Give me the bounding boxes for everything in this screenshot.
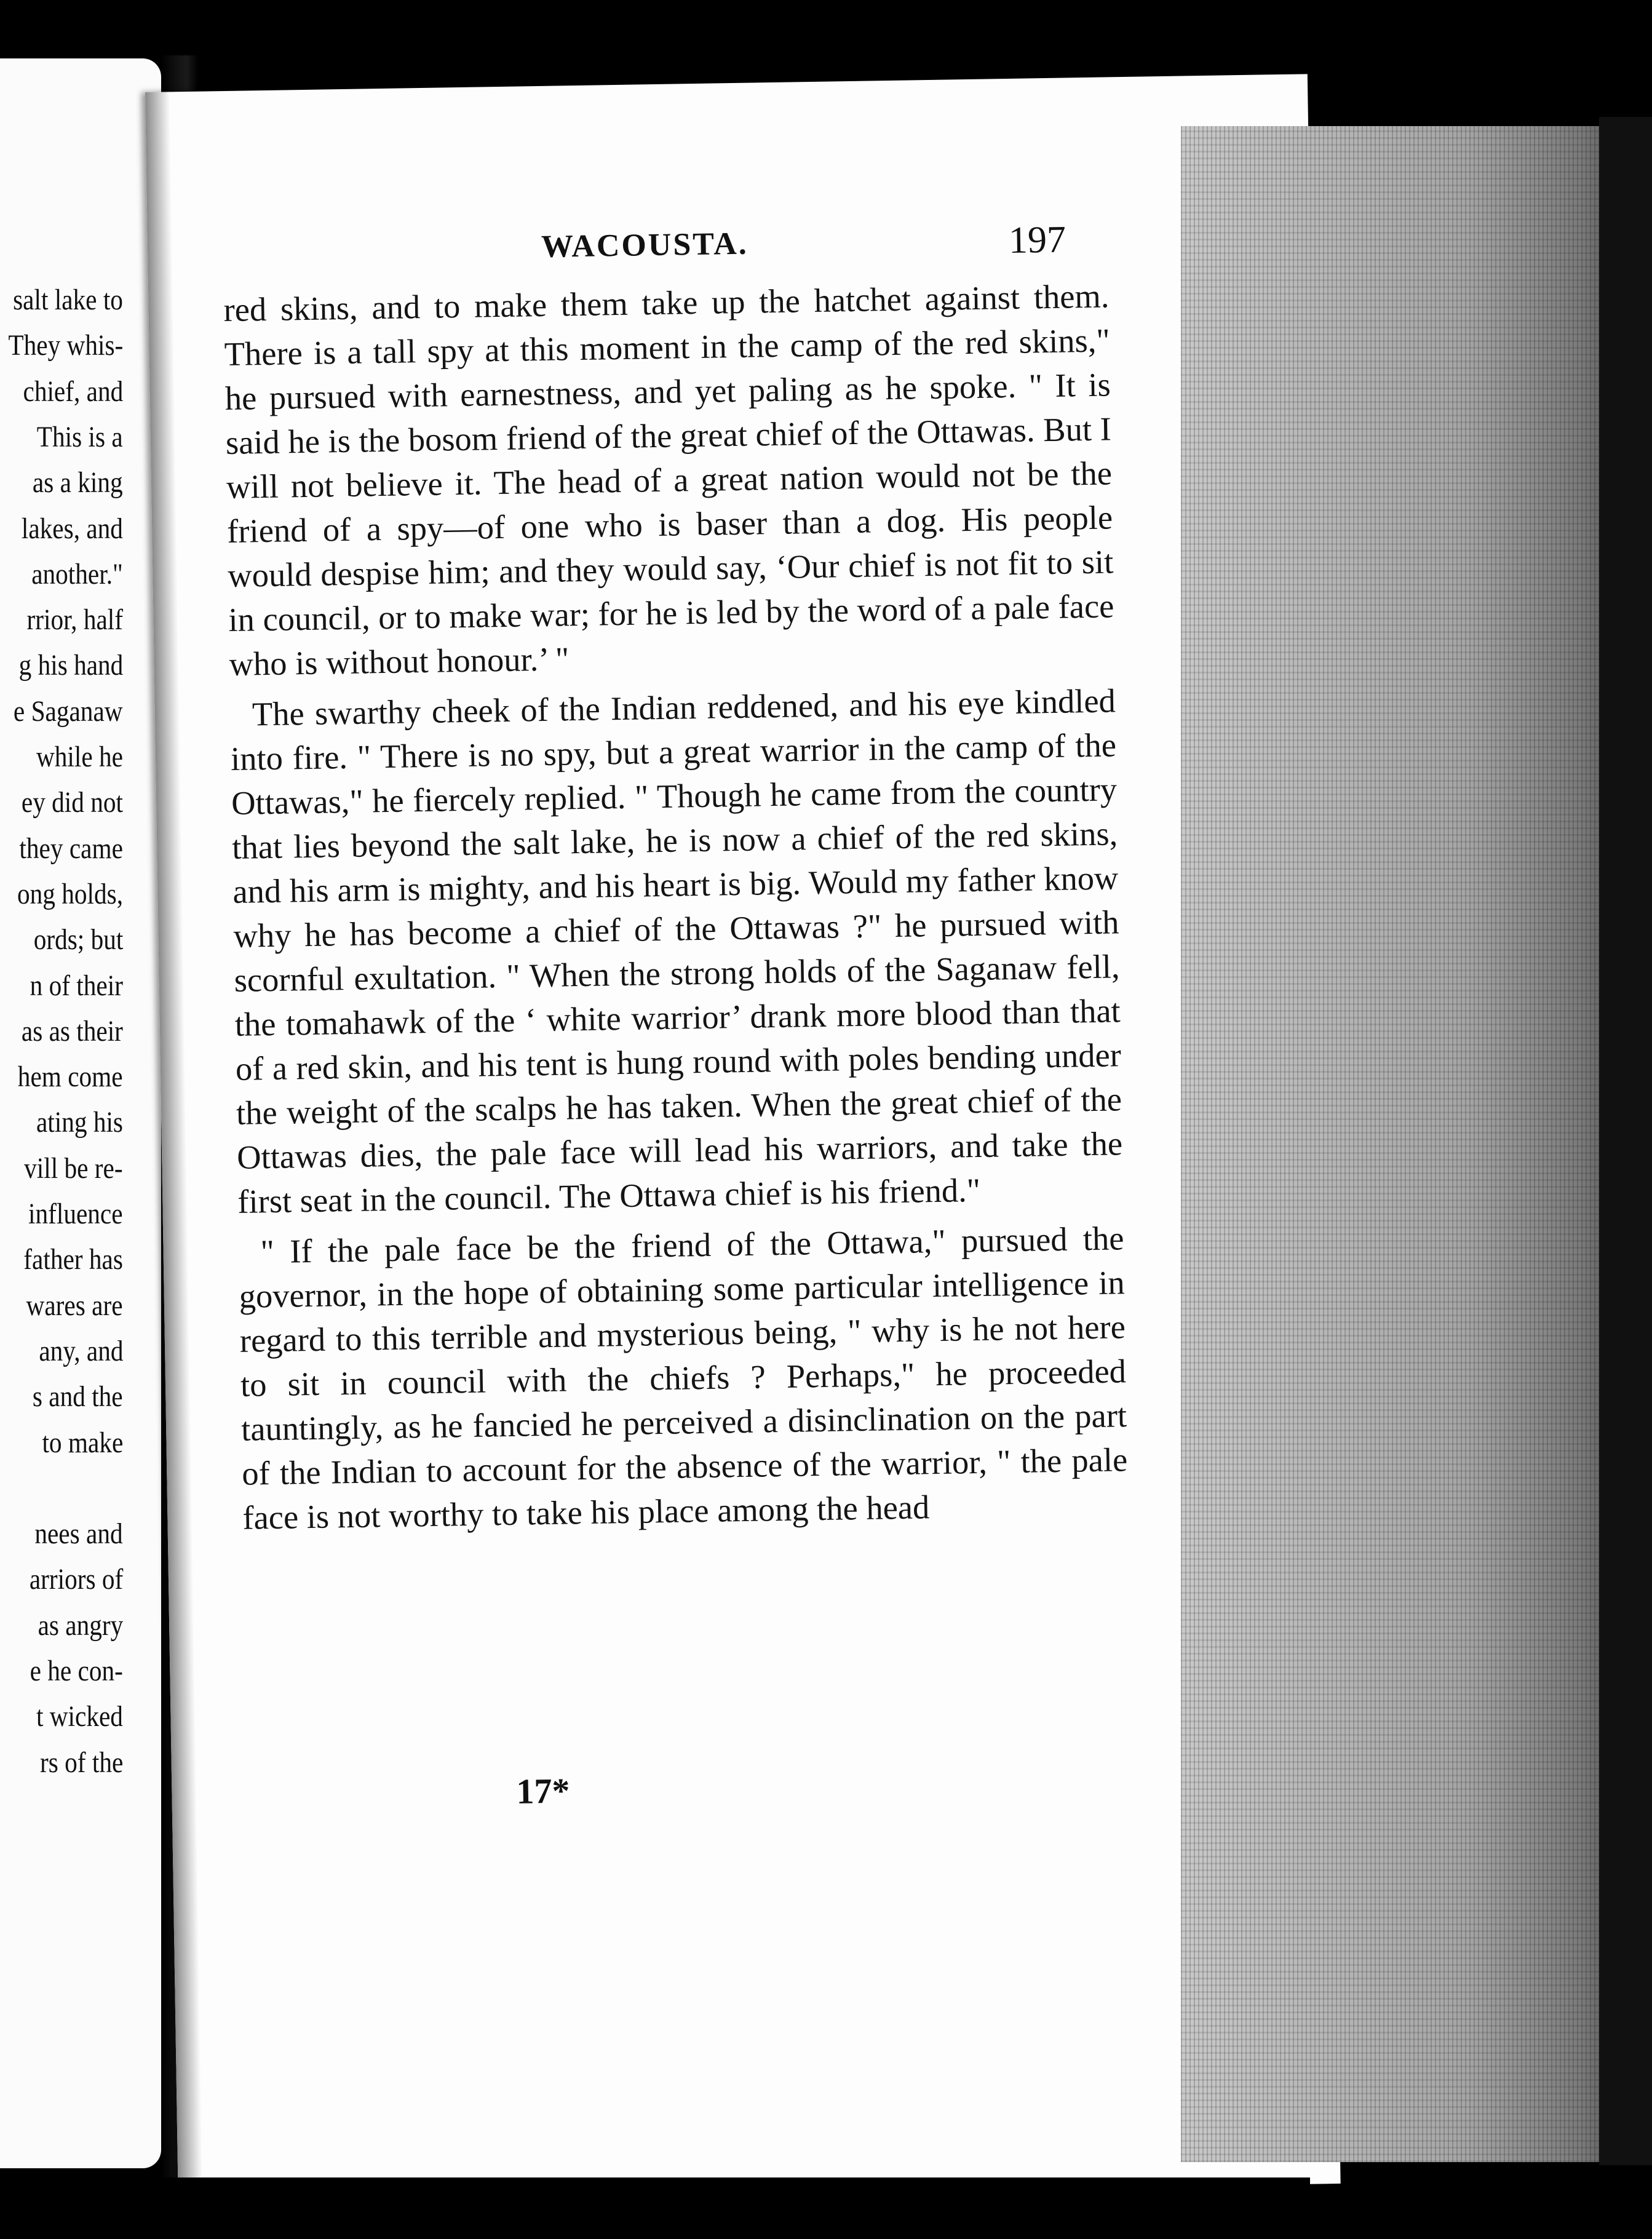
left-page-line: vill be re- xyxy=(24,1151,123,1185)
left-facing-page xyxy=(0,58,161,2168)
left-page-line: chief, and xyxy=(23,375,123,408)
left-page-line: as as their xyxy=(21,1014,123,1048)
left-page-line: e he con- xyxy=(30,1655,123,1687)
left-page-line: nees and xyxy=(34,1517,123,1551)
signature-mark: 17* xyxy=(515,1770,570,1811)
main-page xyxy=(145,74,1341,2201)
left-page-line: influence xyxy=(28,1198,123,1230)
bottom-shadow xyxy=(141,2177,1310,2239)
background-edge xyxy=(1599,117,1652,2165)
left-page-line: e Saganaw xyxy=(14,694,123,728)
left-page-line: n of their xyxy=(30,969,123,1002)
left-page-line: father has xyxy=(23,1243,123,1276)
left-page-line: rs of the xyxy=(39,1746,123,1779)
left-page-line: salt lake to xyxy=(13,284,123,316)
left-page-line: ong holds, xyxy=(17,877,123,910)
left-page-line: ating his xyxy=(36,1106,123,1139)
left-page-line: s and the xyxy=(33,1380,123,1414)
left-page-line: any, and xyxy=(38,1334,123,1367)
left-page-line: lakes, and xyxy=(21,512,123,545)
left-page-line: to make xyxy=(42,1426,123,1459)
left-page-line: as a king xyxy=(33,466,123,499)
paragraph-continued: red skins, and to make them take up the hatchet against them. There is a tall spy at this moment in the camp of the red skins," he pursued with earnestness, and yet paling as he spoke. " It is said he is the bosom friend of the great chief of the Ottawas. But I will not believe it. The head of a great nation would not be the friend of a spy—of one who is baser than a dog. His people would despise him; and they would say, ‘Our chief is not fit to sit in council, or to make war; for he is led by the word of a pale face who is without honour.’ " xyxy=(223,277,1114,683)
book-fore-edge xyxy=(1181,126,1652,2162)
left-page-line: wares are xyxy=(26,1289,123,1322)
left-page-line: rrior, half xyxy=(26,603,123,637)
left-page-line: ords; but xyxy=(33,923,123,956)
left-page-line: ey did not xyxy=(21,786,123,819)
left-page-line: while he xyxy=(36,741,123,773)
page-number: 197 xyxy=(1008,218,1066,261)
left-page-line: This is a xyxy=(37,420,123,453)
left-page-line: t wicked xyxy=(36,1700,123,1733)
page-header xyxy=(148,217,1311,284)
body-text xyxy=(223,274,1129,1540)
running-title: WACOUSTA. xyxy=(541,226,749,264)
left-page-line: arriors of xyxy=(29,1563,123,1596)
left-page-line: another." xyxy=(31,557,123,591)
left-page-line: hem come xyxy=(18,1060,123,1094)
left-page-line: They whis- xyxy=(8,329,123,362)
left-page-line: they came xyxy=(19,832,123,865)
left-page-line: g his hand xyxy=(18,649,123,682)
left-page-line: as angry xyxy=(38,1609,123,1642)
paragraph: The swarthy cheek of the Indian reddened, and his eye kindled into fire. " There is no spy, but a great warrior in the camp of the Ottawas," he fiercely replied. " Though he came from the country that lies beyond the salt lake, he is now a chief of the red skins, and his arm is mighty, and his heart is big. Would my father know why he has become a chief of the Ottawas ?" he pursued with scornful exultation. " When the strong holds of the Saganaw fell, the tomahawk of the ‘ white warrior’ drank more blood than that of a red skin, and his tent is hung round with poles bending under the weight of the scalps he has taken. When the great chief of the Ottawas dies, the pale face will lead his warriors, and take the first seat in the council. The Ottawa chief is his friend." xyxy=(230,682,1123,1220)
paragraph: " If the pale face be the friend of the Ottawa," pursued the governor, in the hope of obtaining some particular intelligence in regard to this terrible and mysterious being, " why is he not here to sit in council with the chiefs ? Perhaps," he proceeded tauntingly, as he fancied he perceived a disinclination on the part of the Indian to account for the absence of the warrior, " the pale face is not worthy to take his place among the head xyxy=(239,1219,1128,1537)
